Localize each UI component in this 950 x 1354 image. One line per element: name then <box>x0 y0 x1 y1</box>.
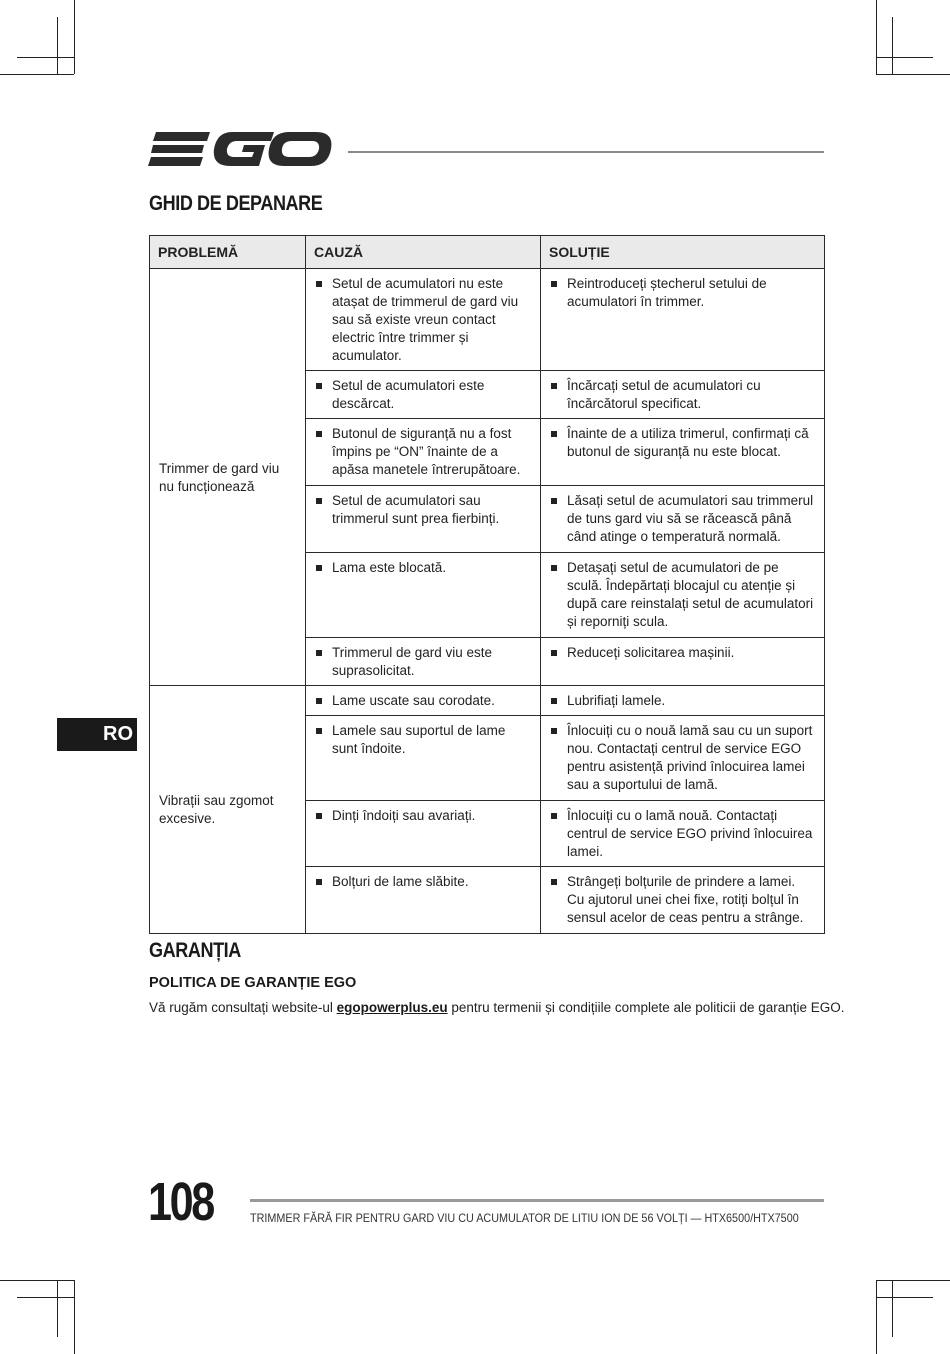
bullet-square-icon <box>316 281 322 287</box>
page-number: 108 <box>148 1172 213 1232</box>
solution-cell <box>541 638 825 686</box>
problem-cell: Trimmer de gard viu nu funcționează <box>150 269 306 686</box>
crop-mark <box>876 1297 933 1298</box>
solution-text: Lăsați setul de acumulatori sau trimmerul de tuns gard viu să se răcească până când atinge o temperatură normală. <box>567 493 814 544</box>
solution-text: Reduceți solicitarea mașinii. <box>567 645 735 660</box>
cause-cell <box>306 716 541 801</box>
bullet-square-icon <box>316 565 322 571</box>
crop-mark <box>17 57 74 58</box>
bullet-square-icon <box>316 383 322 389</box>
column-header-problem: PROBLEMĂ <box>150 236 306 269</box>
cause-cell <box>306 867 541 934</box>
cause-cell <box>306 801 541 867</box>
solution-cell <box>541 419 825 486</box>
cause-text: Dinți îndoiți sau avariați. <box>332 808 476 823</box>
crop-mark <box>876 74 950 75</box>
header-rule <box>348 151 824 153</box>
bullet-square-icon <box>316 728 322 734</box>
ego-logo <box>148 128 332 172</box>
cause-text: Setul de acumulatori este descărcat. <box>332 378 485 411</box>
cause-text: Lame uscate sau corodate. <box>332 693 495 708</box>
bullet-square-icon <box>551 698 557 704</box>
crop-mark <box>0 74 74 75</box>
cause-text: Lama este blocată. <box>332 560 447 575</box>
solution-text: Lubrifiați lamele. <box>567 693 666 708</box>
solution-cell <box>541 553 825 638</box>
crop-mark <box>876 0 877 74</box>
solution-cell <box>541 716 825 801</box>
footer-rule <box>250 1199 824 1202</box>
bullet-square-icon <box>551 281 557 287</box>
bullet-square-icon <box>551 498 557 504</box>
column-header-cause: CAUZĂ <box>306 236 541 269</box>
cause-text: Lamele sau suportul de lame sunt îndoite. <box>332 723 506 756</box>
table-row <box>150 686 825 716</box>
crop-mark <box>57 17 58 74</box>
crop-mark <box>876 57 933 58</box>
bullet-square-icon <box>551 728 557 734</box>
cause-cell <box>306 638 541 686</box>
cause-cell <box>306 486 541 553</box>
cause-cell <box>306 686 541 716</box>
column-header-solution: SOLUȚIE <box>541 236 825 269</box>
bullet-square-icon <box>551 813 557 819</box>
solution-text: Înlocuiți cu o lamă nouă. Contactați centrul de service EGO privind înlocuirea lamei. <box>567 808 813 859</box>
cause-cell <box>306 553 541 638</box>
bullet-square-icon <box>551 565 557 571</box>
cause-text: Bolțuri de lame slăbite. <box>332 874 469 889</box>
bullet-square-icon <box>551 431 557 437</box>
crop-mark <box>74 0 75 74</box>
cause-text: Butonul de siguranță nu a fost împins pe “ON” înainte de a apăsa manetele întrerupătoare. <box>332 426 521 477</box>
solution-cell <box>541 686 825 716</box>
solution-cell <box>541 269 825 371</box>
section-title-troubleshooting: GHID DE DEPANARE <box>149 192 323 215</box>
warranty-paragraph <box>149 1000 845 1015</box>
table-header-row <box>150 236 825 269</box>
warranty-subtitle: POLITICA DE GARANȚIE EGO <box>149 975 357 991</box>
cause-text: Setul de acumulatori sau trimmerul sunt prea fierbinți. <box>332 493 500 526</box>
solution-text: Înainte de a utiliza trimerul, confirmați că butonul de siguranță nu este blocat. <box>567 426 809 459</box>
cause-cell <box>306 269 541 371</box>
footer-text: TRIMMER FĂRĂ FIR PENTRU GARD VIU CU ACUMULATOR DE LITIU ION DE 56 VOLȚI — HTX6500/HTX7500 <box>250 1211 799 1225</box>
bullet-square-icon <box>551 879 557 885</box>
section-title-warranty: GARANȚIA <box>149 939 241 962</box>
warranty-text-before: Vă rugăm consultați website-ul <box>149 1000 337 1015</box>
bullet-square-icon <box>551 650 557 656</box>
crop-mark <box>0 1280 74 1281</box>
solution-cell <box>541 867 825 934</box>
solution-text: Încărcați setul de acumulatori cu încărcătorul specificat. <box>567 378 761 411</box>
solution-text: Strângeți bolțurile de prindere a lamei. Cu ajutorul unei chei fixe, rotiți bolțul în sensul acelor de ceas pentru a strânge. <box>567 874 804 925</box>
crop-mark <box>17 1297 74 1298</box>
crop-mark <box>876 1280 950 1281</box>
solution-text: Detașați setul de acumulatori de pe sculă. Îndepărtați blocajul cu atenție și după care reinstalați setul de acumulatori și reporniți scula. <box>567 560 814 629</box>
crop-mark <box>74 1280 75 1354</box>
solution-cell <box>541 371 825 419</box>
crop-mark <box>57 1280 58 1337</box>
cause-text: Trimmerul de gard viu este suprasolicitat. <box>332 645 493 678</box>
solution-text: Reintroduceți ștecherul setului de acumulatori în trimmer. <box>567 276 767 309</box>
crop-mark <box>892 17 893 74</box>
crop-mark <box>892 1280 893 1337</box>
warranty-text-after: pentru termenii și condițiile complete ale politicii de garanție EGO. <box>447 1000 845 1015</box>
troubleshooting-table <box>149 235 825 934</box>
solution-cell <box>541 486 825 553</box>
bullet-square-icon <box>316 698 322 704</box>
bullet-square-icon <box>316 813 322 819</box>
crop-mark <box>876 1280 877 1354</box>
bullet-square-icon <box>316 879 322 885</box>
cause-cell <box>306 371 541 419</box>
solution-text: Înlocuiți cu o nouă lamă sau cu un suport nou. Contactați centrul de service EGO pentru asistență privind înlocuirea lamei sau a suportului de lamă. <box>567 723 813 792</box>
table-row <box>150 269 825 371</box>
bullet-square-icon <box>316 650 322 656</box>
warranty-website-link[interactable]: egopowerplus.eu <box>336 1000 448 1015</box>
bullet-square-icon <box>316 431 322 437</box>
language-tab: RO <box>57 718 137 751</box>
bullet-square-icon <box>551 383 557 389</box>
bullet-square-icon <box>316 498 322 504</box>
cause-text: Setul de acumulatori nu este atașat de trimmerul de gard viu sau să existe vreun contact electric între trimmer și acumulator. <box>332 276 519 363</box>
cause-cell <box>306 419 541 486</box>
problem-cell: Vibrații sau zgomot excesive. <box>150 686 306 934</box>
solution-cell <box>541 801 825 867</box>
